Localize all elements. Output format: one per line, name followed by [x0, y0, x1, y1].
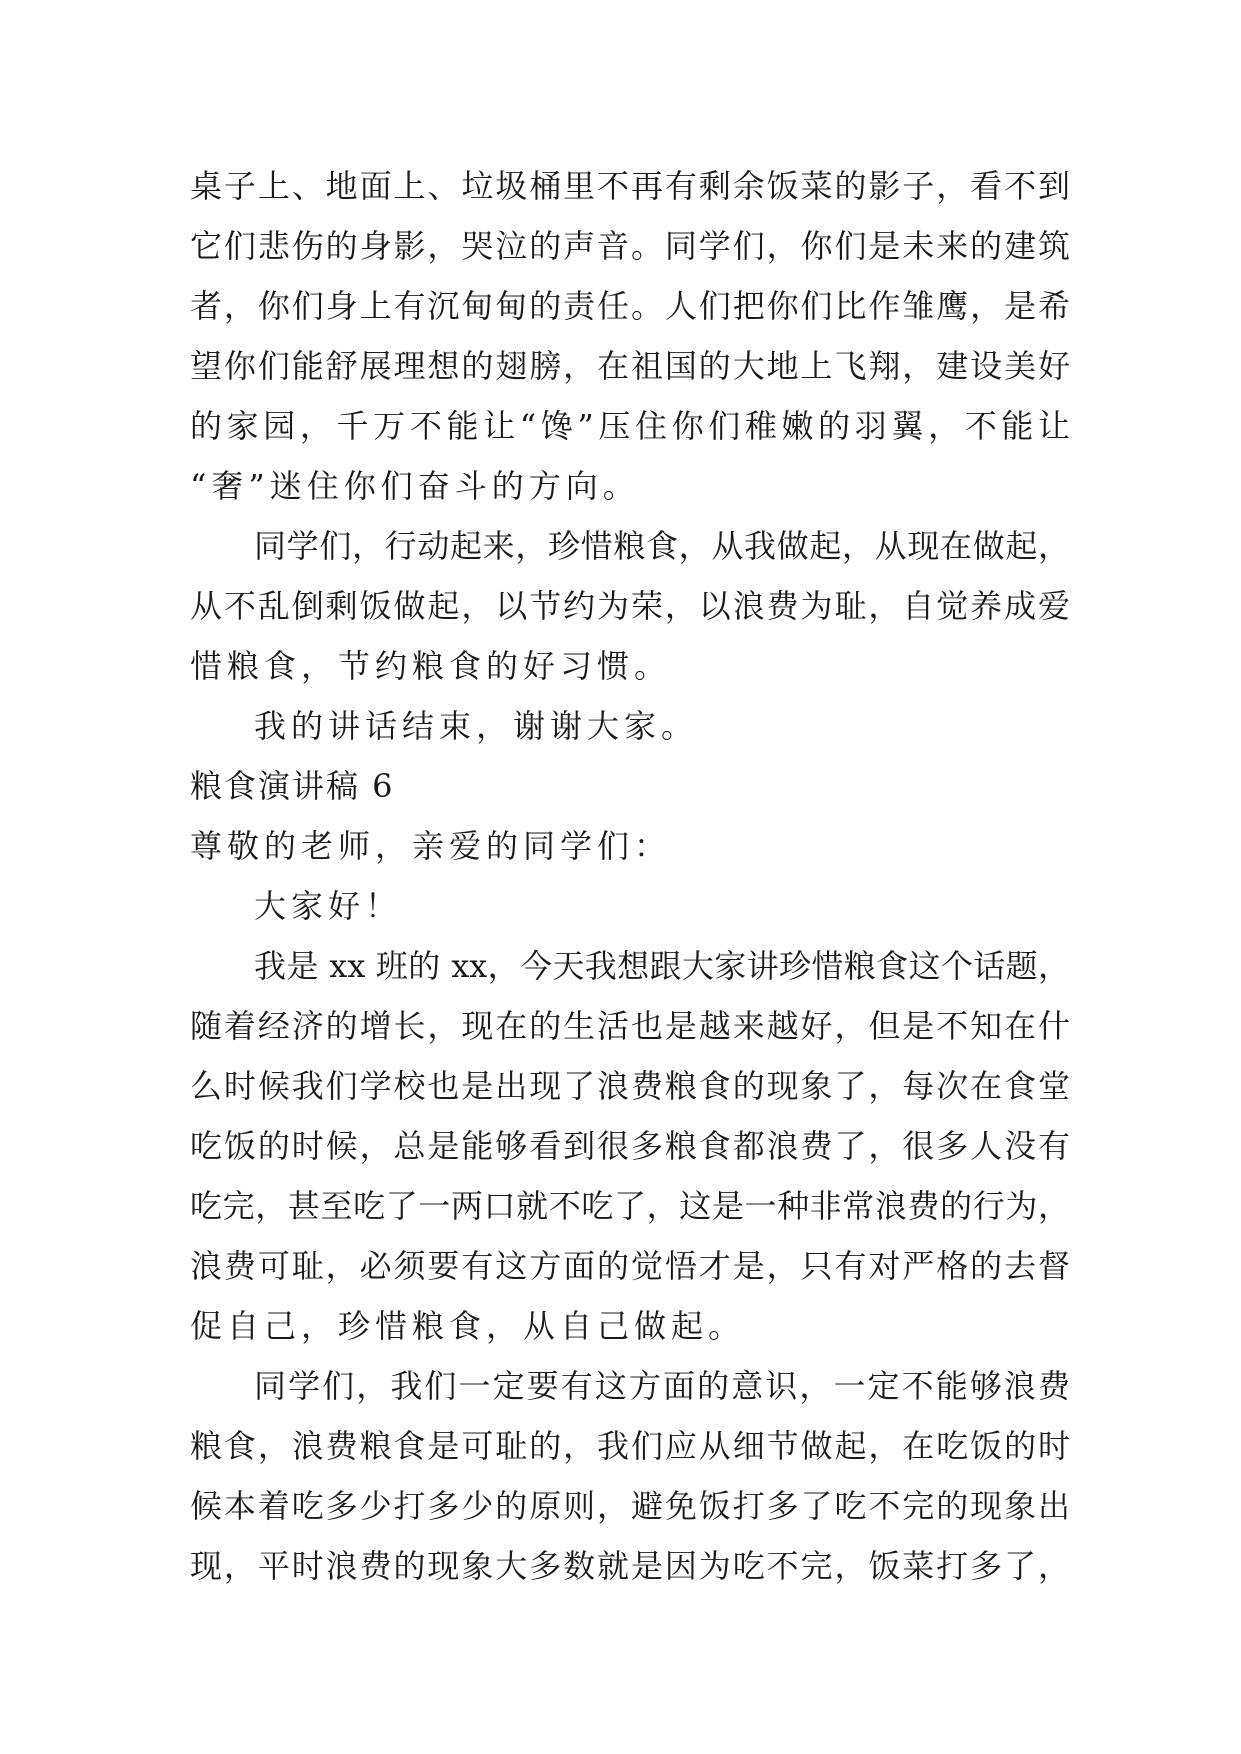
text-line: 从不乱倒剩饭做起，以节约为荣，以浪费为耻，自觉养成爱: [190, 587, 1070, 625]
text-line: 促自己，珍惜粮食，从自己做起。: [190, 1307, 746, 1345]
document-page: [190, 156, 1070, 1596]
text-line: 浪费可耻，必须要有这方面的觉悟才是，只有对严格的去督: [190, 1247, 1070, 1285]
text-line: 它们悲伤的身影，哭泣的声音。同学们，你们是未来的建筑: [190, 227, 1070, 265]
salutation: 尊敬的老师，亲爱的同学们：: [190, 827, 672, 865]
text-line: 吃饭的时候，总是能够看到很多粮食都浪费了，很多人没有: [190, 1127, 1070, 1165]
text-line: 么时候我们学校也是出现了浪费粮食的现象了，每次在食堂: [190, 1067, 1070, 1105]
text-line: 现，平时浪费的现象大多数就是因为吃不完，饭菜打多了，: [190, 1547, 1070, 1585]
paragraph-first-line: 同学们，我们一定要有这方面的意识，一定不能够浪费: [254, 1367, 1070, 1405]
text-line: 桌子上、地面上、垃圾桶里不再有剩余饭菜的影子，看不到: [190, 167, 1070, 205]
paragraph-first-line: 我是 xx 班的 xx，今天我想跟大家讲珍惜粮食这个话题，: [254, 947, 1070, 985]
text-line: “奢”迷住你们奋斗的方向。: [190, 467, 640, 505]
text-line: 者，你们身上有沉甸甸的责任。人们把你们比作雏鹰，是希: [190, 287, 1070, 325]
text-line: 粮食，浪费粮食是可耻的，我们应从细节做起，在吃饭的时: [190, 1427, 1070, 1465]
text-line: 候本着吃多少打多少的原则，避免饭打多了吃不完的现象出: [190, 1487, 1070, 1525]
greeting: 大家好！: [254, 887, 403, 925]
text-line: 望你们能舒展理想的翅膀，在祖国的大地上飞翔，建设美好: [190, 347, 1070, 385]
text-line: 随着经济的增长，现在的生活也是越来越好，但是不知在什: [190, 1007, 1070, 1045]
paragraph-first-line: 同学们，行动起来，珍惜粮食，从我做起，从现在做起，: [254, 527, 1070, 565]
text-line: 吃完，甚至吃了一两口就不吃了，这是一种非常浪费的行为，: [190, 1187, 1070, 1225]
closing-line: 我的讲话结束，谢谢大家。: [254, 707, 699, 745]
text-line: 惜粮食，节约粮食的好习惯。: [190, 647, 672, 685]
section-heading: 粮食演讲稿 6: [190, 767, 395, 805]
text-line: 的家园，千万不能让“馋”压住你们稚嫩的羽翼，不能让: [190, 407, 1070, 445]
